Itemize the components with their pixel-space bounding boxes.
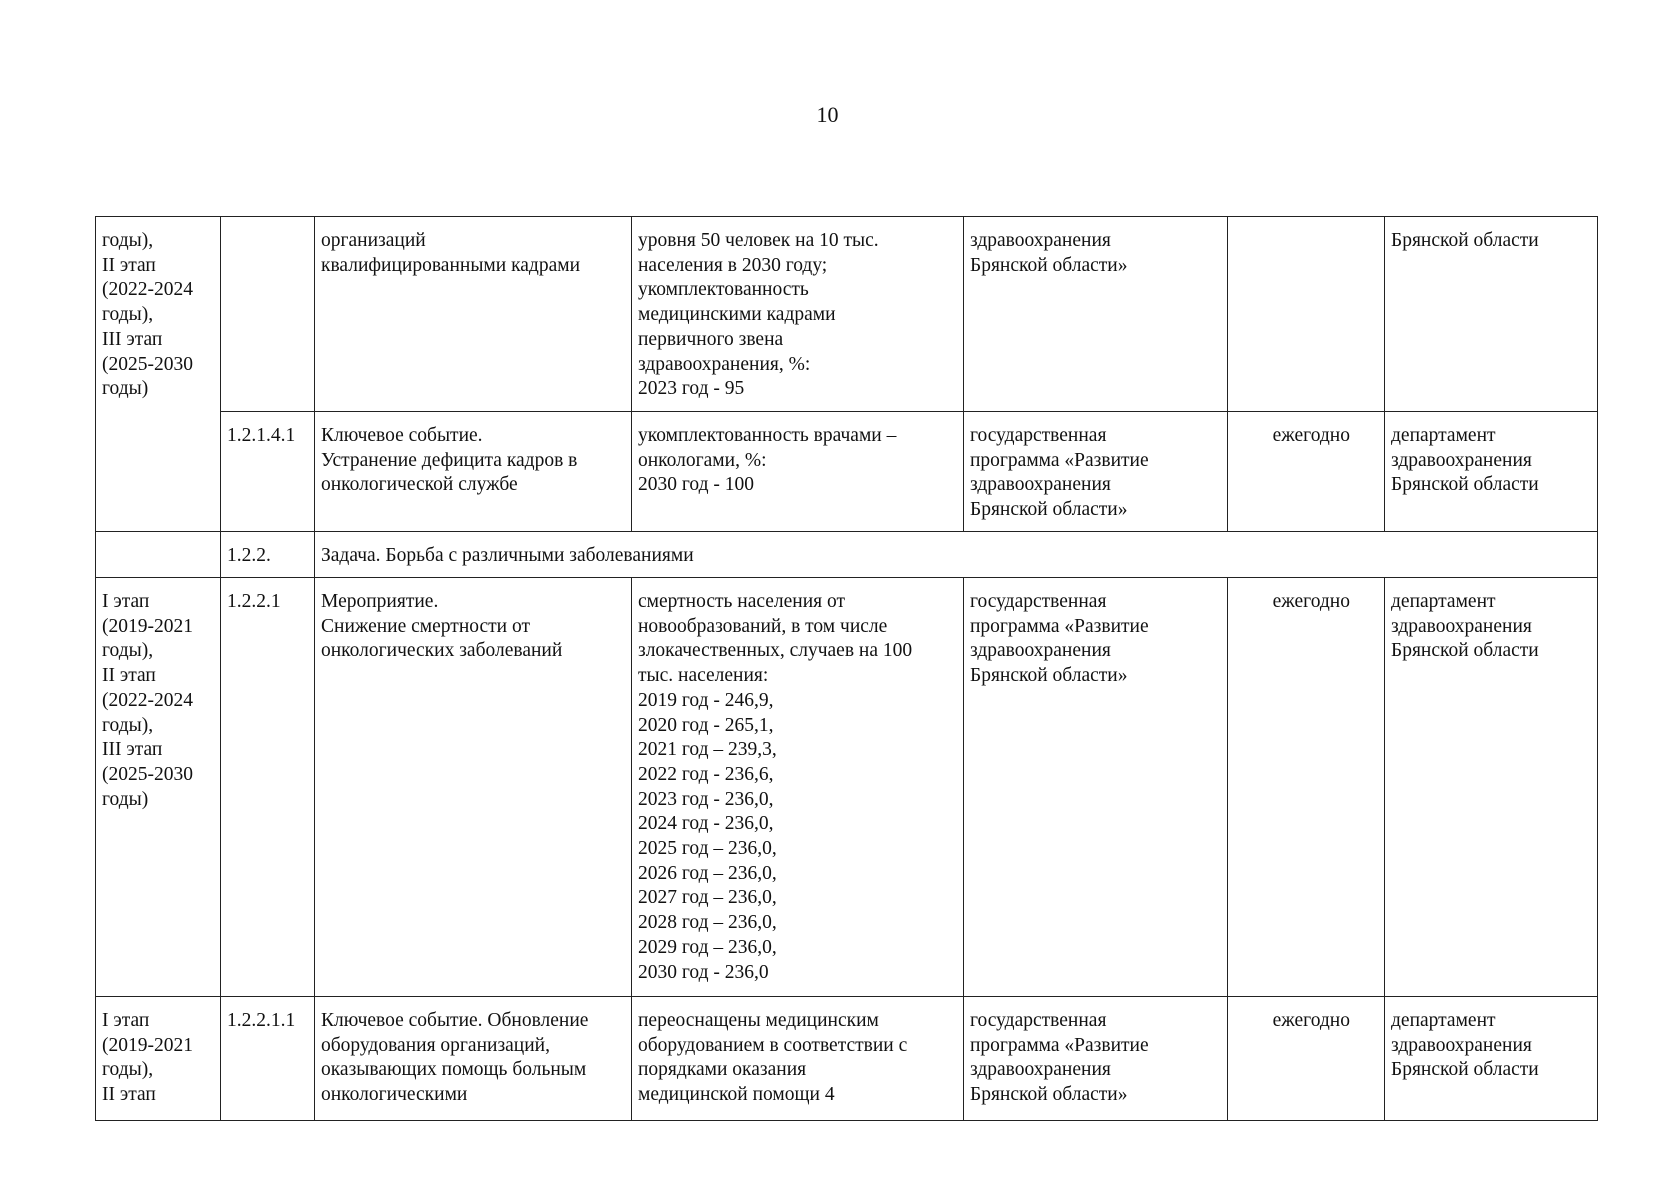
event-name-cell xyxy=(315,217,632,412)
cell-line: III этап xyxy=(102,328,163,350)
cell-line: организаций xyxy=(321,230,426,251)
term-cell xyxy=(1228,217,1385,412)
number-cell: 1.2.2.1 xyxy=(221,578,315,997)
responsible-cell xyxy=(1385,578,1598,997)
cell-line: Брянской области» xyxy=(970,665,1128,687)
table-row xyxy=(96,412,1598,532)
cell-line: государственная xyxy=(970,591,1107,612)
cell-line: Мероприятие. xyxy=(321,591,439,612)
cell-line: департамент xyxy=(1391,591,1496,612)
cell-line: Брянской области xyxy=(1391,230,1539,251)
cell-line: тыс. населения: xyxy=(638,665,769,687)
cell-line: злокачественных, случаев на 100 xyxy=(638,640,913,662)
cell-line: годы), xyxy=(102,640,154,662)
cell-line: Брянской области xyxy=(1391,640,1539,662)
number-cell xyxy=(221,217,315,412)
cell-line: 2021 год – 239,3, xyxy=(638,739,777,761)
cell-line: Устранение дефицита кадров в xyxy=(321,449,578,471)
cell-line: департамент xyxy=(1391,1010,1496,1031)
cell-line: здравоохранения xyxy=(970,230,1111,251)
task-title-cell: Задача. Борьба с различными заболеваниями xyxy=(315,532,1598,578)
cell-line: оказывающих помощь больным xyxy=(321,1059,587,1081)
responsible-cell xyxy=(1385,217,1598,412)
cell-line: 2020 год - 265,1, xyxy=(638,714,774,736)
cell-line: здравоохранения xyxy=(970,640,1111,662)
cell-line: Ключевое событие. xyxy=(321,425,483,446)
cell-line: населения в 2030 году; xyxy=(638,254,828,276)
cell-line: новообразований, в том числе xyxy=(638,615,888,637)
cell-line: онкологической службе xyxy=(321,474,518,496)
cell-line: (2025-2030 xyxy=(102,353,193,375)
cell-line: годы) xyxy=(102,378,149,400)
cell-line: здравоохранения xyxy=(970,474,1111,496)
cell-line: Брянской области xyxy=(1391,1059,1539,1081)
event-name-cell xyxy=(315,997,632,1121)
term-cell: ежегодно xyxy=(1228,997,1385,1121)
plan-table xyxy=(95,216,1598,1121)
cell-line: 2026 год – 236,0, xyxy=(638,862,777,884)
responsible-cell xyxy=(1385,997,1598,1121)
indicator-cell xyxy=(632,217,964,412)
cell-line: Брянской области» xyxy=(970,254,1128,276)
indicator-cell xyxy=(632,412,964,532)
cell-line: 2025 год – 236,0, xyxy=(638,838,777,860)
cell-line: государственная xyxy=(970,1010,1107,1031)
number-cell: 1.2.2.1.1 xyxy=(221,997,315,1121)
stage-cell xyxy=(96,578,221,997)
table-row xyxy=(96,578,1598,997)
cell-line: здравоохранения, %: xyxy=(638,353,811,375)
cell-line: департамент xyxy=(1391,425,1496,446)
number-cell: 1.2.1.4.1 xyxy=(221,412,315,532)
cell-line: (2019-2021 xyxy=(102,615,193,637)
cell-line: II этап xyxy=(102,1084,156,1106)
cell-line: 2023 год - 95 xyxy=(638,378,745,400)
cell-line: III этап xyxy=(102,739,163,761)
cell-line: годы), xyxy=(102,714,154,736)
cell-line: Брянской области xyxy=(1391,474,1539,496)
cell-line: медицинскими кадрами xyxy=(638,304,836,326)
cell-line: укомплектованность врачами – xyxy=(638,425,897,446)
cell-line: (2025-2030 xyxy=(102,763,193,785)
cell-line: медицинской помощи 4 xyxy=(638,1084,835,1106)
indicator-cell xyxy=(632,997,964,1121)
cell-line: онкологических заболеваний xyxy=(321,640,563,662)
cell-line: Брянской области» xyxy=(970,1084,1128,1106)
cell-line: 2022 год - 236,6, xyxy=(638,763,774,785)
cell-line: программа «Развитие xyxy=(970,615,1149,637)
cell-line: Снижение смертности от xyxy=(321,615,530,637)
cell-line: здравоохранения xyxy=(1391,449,1532,471)
cell-line: годы), xyxy=(102,304,154,326)
page-number: 10 xyxy=(816,102,839,127)
cell-line: оборудованием в соответствии с xyxy=(638,1034,908,1056)
term-cell: ежегодно xyxy=(1228,578,1385,997)
cell-line: первичного звена xyxy=(638,328,784,350)
program-cell xyxy=(964,997,1228,1121)
stage-cell xyxy=(96,997,221,1121)
cell-line: 2029 год – 236,0, xyxy=(638,936,777,958)
responsible-cell xyxy=(1385,412,1598,532)
cell-line: программа «Развитие xyxy=(970,449,1149,471)
cell-line: годы), xyxy=(102,230,154,251)
task-row xyxy=(96,532,1598,578)
cell-line: смертность населения от xyxy=(638,591,846,612)
event-name-cell xyxy=(315,578,632,997)
cell-line: здравоохранения xyxy=(1391,615,1532,637)
cell-line: государственная xyxy=(970,425,1107,446)
cell-line: онкологическими xyxy=(321,1084,468,1106)
cell-line: годы) xyxy=(102,788,149,810)
indicator-cell xyxy=(632,578,964,997)
cell-line: 2030 год - 236,0 xyxy=(638,961,769,983)
cell-line: Брянской области» xyxy=(970,499,1128,521)
cell-line: I этап xyxy=(102,1010,150,1031)
cell-line: квалифицированными кадрами xyxy=(321,254,581,276)
cell-line: программа «Развитие xyxy=(970,1034,1149,1056)
cell-line: уровня 50 человек на 10 тыс. xyxy=(638,230,879,251)
cell-line: здравоохранения xyxy=(1391,1034,1532,1056)
program-cell xyxy=(964,217,1228,412)
cell-line: 2030 год - 100 xyxy=(638,474,754,496)
program-cell xyxy=(964,412,1228,532)
cell-line: 2023 год - 236,0, xyxy=(638,788,774,810)
cell-line: онкологами, %: xyxy=(638,449,767,471)
program-cell xyxy=(964,578,1228,997)
cell-line: (2022-2024 xyxy=(102,279,193,301)
cell-line: порядками оказания xyxy=(638,1059,807,1081)
event-name-cell xyxy=(315,412,632,532)
table-row xyxy=(96,217,1598,412)
stage-cell xyxy=(96,532,221,578)
stage-cell xyxy=(96,217,221,532)
cell-line: укомплектованность xyxy=(638,279,809,301)
cell-line: II этап xyxy=(102,254,156,276)
term-cell: ежегодно xyxy=(1228,412,1385,532)
cell-line: I этап xyxy=(102,591,150,612)
cell-line: (2019-2021 xyxy=(102,1034,193,1056)
cell-line: здравоохранения xyxy=(970,1059,1111,1081)
cell-line: переоснащены медицинским xyxy=(638,1010,879,1031)
cell-line: (2022-2024 xyxy=(102,689,193,711)
cell-line: 2027 год – 236,0, xyxy=(638,887,777,909)
cell-line: Ключевое событие. Обновление xyxy=(321,1010,589,1031)
number-cell: 1.2.2. xyxy=(221,532,315,578)
cell-line: 2019 год - 246,9, xyxy=(638,689,774,711)
cell-line: 2024 год - 236,0, xyxy=(638,813,774,835)
cell-line: 2028 год – 236,0, xyxy=(638,912,777,934)
cell-line: II этап xyxy=(102,665,156,687)
table-row xyxy=(96,997,1598,1121)
cell-line: годы), xyxy=(102,1059,154,1081)
cell-line: оборудования организаций, xyxy=(321,1034,550,1056)
